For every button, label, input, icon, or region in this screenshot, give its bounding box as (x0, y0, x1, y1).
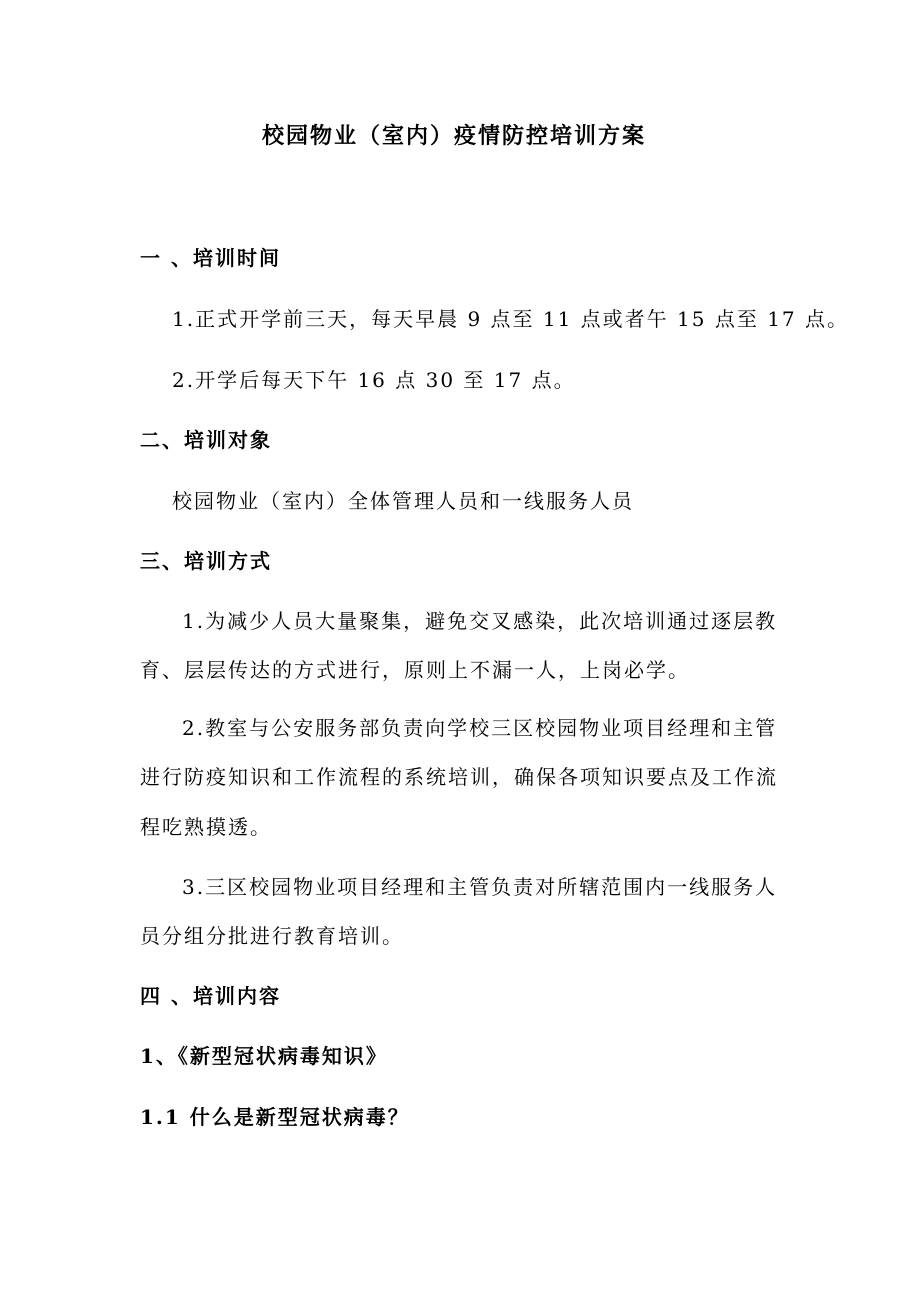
subheading: 1.1 什么是新型冠状病毒？ (140, 1105, 410, 1129)
paragraph-line: 3.三区校园物业项目经理和主管负责对所辖范围内一线服务人 (182, 875, 778, 899)
paragraph-line: 校园物业（室内）全体管理人员和一线服务人员 (172, 489, 634, 513)
paragraph-line: 员分组分批进行教育培训。 (140, 924, 404, 948)
paragraph-line: 程吃熟摸透。 (140, 815, 272, 839)
paragraph-line: 育、层层传达的方式进行，原则上不漏一人，上岗必学。 (140, 658, 690, 682)
subheading: 1、《新型冠状病毒知识》 (140, 1044, 388, 1068)
paragraph-line: 1.为减少人员大量聚集，避免交叉感染，此次培训通过逐层教 (182, 609, 778, 633)
section-heading-time: 一 、培训时间 (140, 246, 281, 270)
section-heading-method: 三、培训方式 (140, 549, 272, 573)
paragraph-line: 进行防疫知识和工作流程的系统培训，确保各项知识要点及工作流 (140, 765, 778, 789)
paragraph-line: 1.正式开学前三天，每天早晨 9 点至 11 点或者午 15 点至 17 点。 (172, 307, 850, 331)
paragraph-line: 2.教室与公安服务部负责向学校三区校园物业项目经理和主管 (182, 716, 778, 740)
paragraph-line: 2.开学后每天下午 16 点 30 至 17 点。 (172, 368, 576, 392)
section-heading-content: 四 、培训内容 (140, 984, 281, 1008)
document-title: 校园物业（室内）疫情防控培训方案 (262, 123, 647, 149)
section-heading-audience: 二、培训对象 (140, 428, 272, 452)
